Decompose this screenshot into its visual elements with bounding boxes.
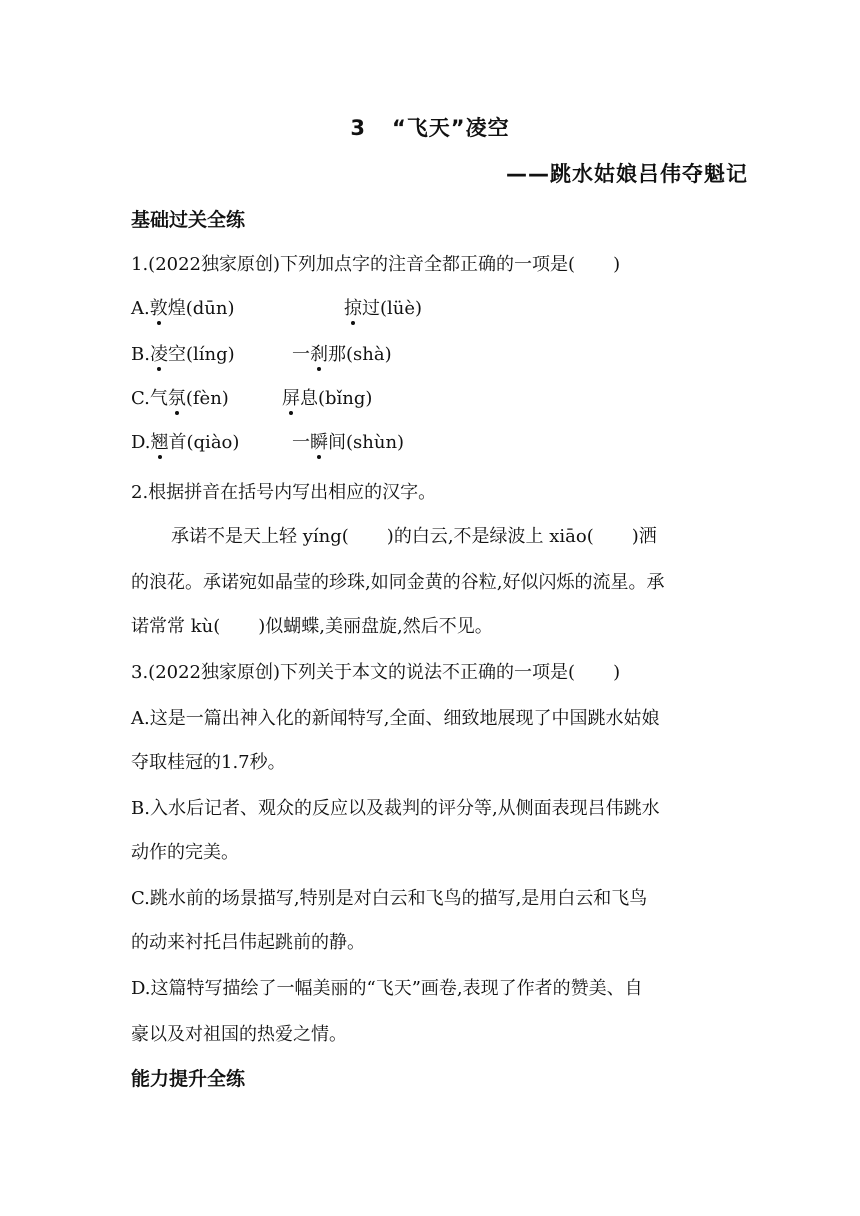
dotted-char: 翘 <box>151 428 169 454</box>
question-3-option-a-line-2: 夺取桂冠的1.7秒。 <box>131 752 286 773</box>
dotted-char: 敦 <box>150 294 168 320</box>
dotted-char: 掠 <box>344 294 362 320</box>
question-2-line-3: 诺常常 kù( )似蝴蝶,美丽盘旋,然后不见。 <box>131 616 493 637</box>
question-2-stem: 2.根据拼音在括号内写出相应的汉字。 <box>131 482 437 503</box>
question-2-line-2: 的浪花。承诺宛如晶莹的珍珠,如同金黄的谷粒,好似闪烁的流星。承 <box>131 572 665 593</box>
question-3-option-b-line-2: 动作的完美。 <box>131 842 239 863</box>
question-3-option-b-line-1: B.入水后记者、观众的反应以及裁判的评分等,从侧面表现吕伟跳水 <box>131 798 660 819</box>
question-1-option-a-word-2: 掠过(lüè) <box>344 294 422 320</box>
lesson-title: “飞天”凌空 <box>392 116 510 140</box>
section-heading-advanced: 能力提升全练 <box>131 1068 246 1090</box>
question-1-stem: 1.(2022独家原创)下列加点字的注音全都正确的一项是( ) <box>131 254 621 275</box>
question-1-option-b: B.凌空(líng) <box>131 340 235 366</box>
section-heading-basic: 基础过关全练 <box>131 209 246 231</box>
dotted-char: 瞬 <box>310 428 328 454</box>
question-2-line-1: 承诺不是天上轻 yíng( )的白云,不是绿波上 xiāo( )洒 <box>171 526 657 547</box>
question-3-option-c-line-1: C.跳水前的场景描写,特别是对白云和飞鸟的描写,是用白云和飞鸟 <box>131 888 648 909</box>
page-subtitle: ——跳水姑娘吕伟夺魁记 <box>506 162 748 186</box>
question-3-stem: 3.(2022独家原创)下列关于本文的说法不正确的一项是( ) <box>131 662 621 683</box>
question-1-option-c-word-2: 屏息(bǐng) <box>282 384 372 410</box>
dotted-char: 刹 <box>310 340 328 366</box>
question-1-option-c: C.气氛(fèn) <box>131 384 229 410</box>
question-3-option-d-line-1: D.这篇特写描绘了一幅美丽的“飞天”画卷,表现了作者的赞美、自 <box>131 978 643 999</box>
lesson-number: 3 <box>350 116 366 140</box>
question-1-option-a: A.敦煌(dūn) <box>131 294 235 320</box>
dotted-char: 氛 <box>168 384 186 410</box>
question-1-option-b-word-2: 一刹那(shà) <box>292 340 392 366</box>
question-3-option-c-line-2: 的动来衬托吕伟起跳前的静。 <box>131 932 365 953</box>
dotted-char: 屏 <box>282 384 300 410</box>
question-3-option-a-line-1: A.这是一篇出神入化的新闻特写,全面、细致地展现了中国跳水姑娘 <box>131 708 660 729</box>
question-1-option-d: D.翘首(qiào) <box>131 428 239 454</box>
dotted-char: 凌 <box>150 340 168 366</box>
question-1-option-d-word-2: 一瞬间(shùn) <box>292 428 404 454</box>
page-title <box>0 112 860 142</box>
question-3-option-d-line-2: 豪以及对祖国的热爱之情。 <box>131 1024 347 1045</box>
